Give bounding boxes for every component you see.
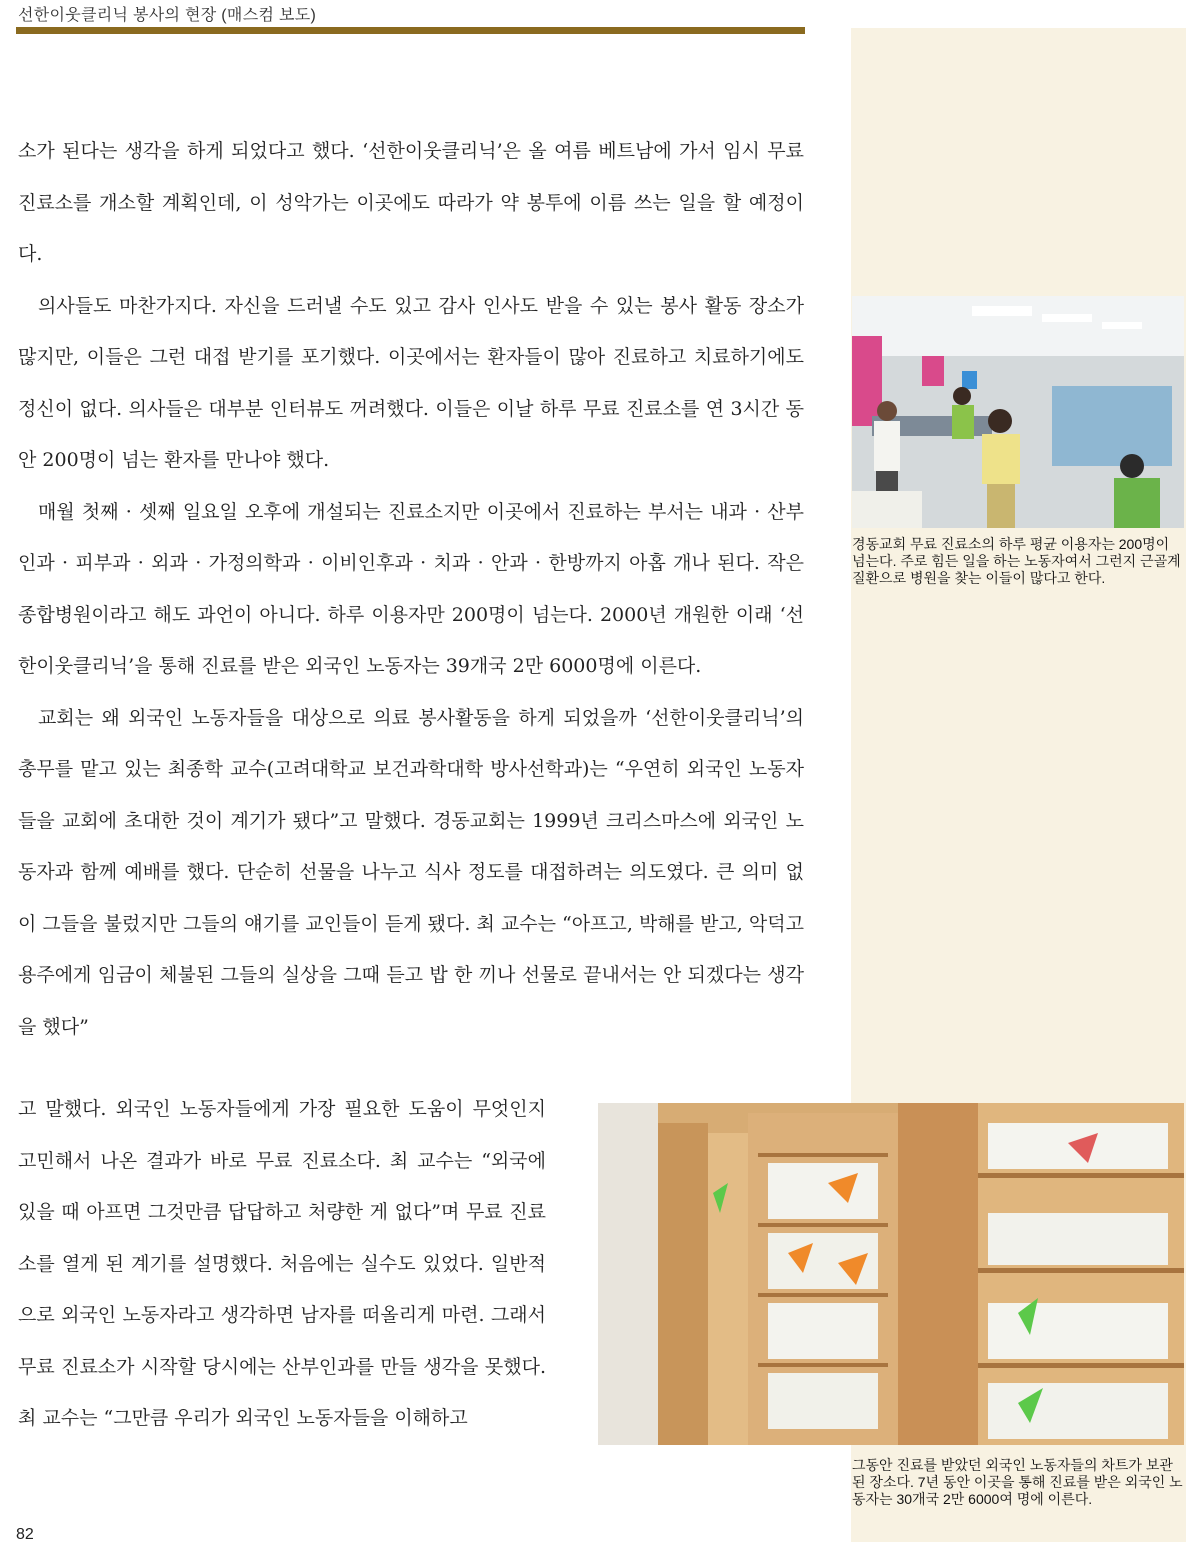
header-rule bbox=[16, 27, 805, 34]
paragraph-5: 고 말했다. 외국인 노동자들에게 가장 필요한 도움이 무엇인지 고민해서 나온 결과가 바로 무료 진료소다. 최 교수는 “외국에 있을 때 아프면 그것만큼 답답하고 처량한 게 없다”며 무료 진료소를 열게 된 계기를 설명했다. 처음에는 실수도 있었다. 일반적으로 외국인 노동자라고 생각하면 남자를 떠올리게 마련. 그래서 무료 진료소가 시작할 당시에는 산부인과를 만들 생각을 못했다. 최 교수는 “그만큼 우리가 외국인 노동자들을 이해하고 bbox=[18, 1098, 546, 1429]
chart-shelves-caption: 그동안 진료를 받았던 외국인 노동자들의 차트가 보관된 장소다. 7년 동안 이곳을 통해 진료를 받은 외국인 노동자는 30개국 2만 6000여 명에 이른다. bbox=[852, 1457, 1183, 1507]
paragraph-3: 매월 첫째 · 셋째 일요일 오후에 개설되는 진료소지만 이곳에서 진료하는 부서는 내과 · 산부인과 · 피부과 · 외과 · 가정의학과 · 이비인후과 · 치과 · 안과 · 한방까지 아홉 개나 된다. 작은 종합병원이라고 해도 과언이 아니다. 하루 이용자만 200명이 넘는다. 2000년 개원한 이래 ‘선한이웃클리닉’을 통해 진료를 받은 외국인 노동자는 39개국 2만 6000명에 이른다. bbox=[18, 500, 804, 677]
paragraph-2: 의사들도 마찬가지다. 자신을 드러낼 수도 있고 감사 인사도 받을 수 있는 봉사 활동 장소가 많지만, 이들은 그런 대접 받기를 포기했다. 이곳에서는 환자들이 많아 진료하고 치료하기에도 정신이 없다. 의사들은 대부분 인터뷰도 꺼려했다. 이들은 이날 하루 무료 진료소를 연 3시간 동안 200명이 넘는 환자를 만나야 했다. bbox=[18, 294, 804, 471]
running-header-title: 선한이웃클리닉 봉사의 현장 (매스컴 보도) bbox=[18, 7, 317, 24]
article-body-bottom bbox=[18, 1084, 546, 1445]
paragraph-1: 소가 된다는 생각을 하게 되었다고 했다. ‘선한이웃클리닉’은 올 여름 베트남에 가서 임시 무료 진료소를 개소할 계획인데, 이 성악가는 이곳에도 따라가 약 봉투에 이름 쓰는 일을 할 예정이다. bbox=[18, 140, 804, 265]
paragraph-4: 교회는 왜 외국인 노동자들을 대상으로 의료 봉사활동을 하게 되었을까 ‘선한이웃클리닉’의 총무를 맡고 있는 최종학 교수(고려대학교 보건과학대학 방사선학과)는 “우연히 외국인 노동자들을 교회에 초대한 것이 계기가 됐다”고 말했다. 경동교회는 1999년 크리스마스에 외국인 노동자과 함께 예배를 했다. 단순히 선물을 나누고 식사 정도를 대접하려는 의도였다. 큰 의미 없이 그들을 불렀지만 그들의 얘기를 교인들이 듣게 됐다. 최 교수는 “아프고, 박해를 받고, 악덕고용주에게 임금이 체불된 그들의 실상을 그때 듣고 밥 한 끼나 선물로 끝내서는 안 되겠다는 생각을 했다” bbox=[18, 706, 804, 1038]
chart-shelves-photo bbox=[598, 1103, 1184, 1445]
article-body-top bbox=[18, 126, 804, 1053]
page-number: 82 bbox=[16, 1526, 34, 1543]
clinic-photo bbox=[852, 296, 1184, 528]
clinic-photo-caption: 경동교회 무료 진료소의 하루 평균 이용자는 200명이 넘는다. 주로 힘든 일을 하는 노동자여서 그런지 근골계 질환으로 병원을 찾는 이들이 많다고 한다. bbox=[852, 536, 1181, 586]
